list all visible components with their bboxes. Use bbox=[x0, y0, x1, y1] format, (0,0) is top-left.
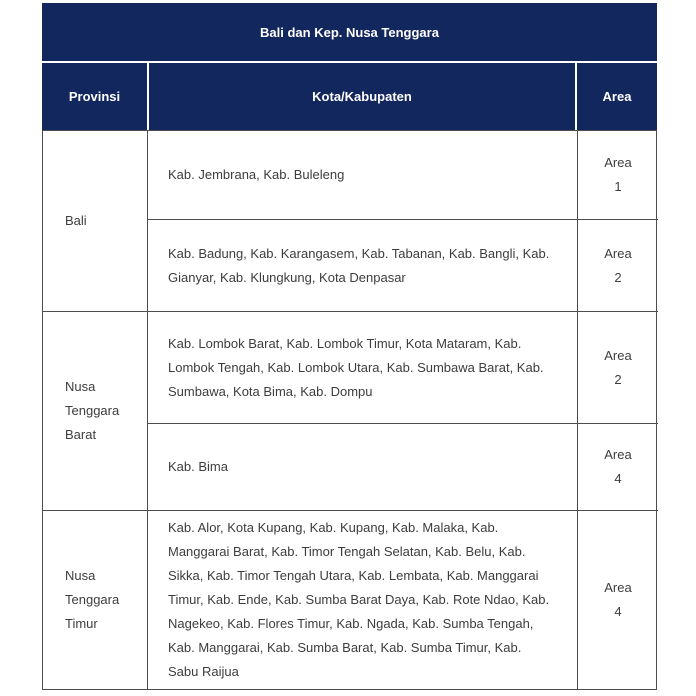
area-value: 2 bbox=[614, 371, 622, 387]
area-label: Area bbox=[604, 447, 632, 462]
area-cell bbox=[578, 424, 658, 511]
kota-cell: Kab. Lombok Barat, Kab. Lombok Timur, Kota Mataram, Kab. Lombok Tengah, Kab. Lombok Utara, Kab. Sumbawa Barat, Kab. Sumbawa, Kota Bima, Kab. Dompu bbox=[148, 312, 578, 424]
area-label: Area bbox=[604, 347, 632, 363]
col-header-kota: Kota/Kabupaten bbox=[147, 63, 577, 130]
area-cell bbox=[578, 511, 658, 689]
area-cell bbox=[578, 220, 658, 312]
provinsi-cell-nusa-tenggara-barat bbox=[43, 312, 148, 511]
col-header-provinsi: Provinsi bbox=[42, 63, 147, 130]
area-cell bbox=[578, 312, 658, 424]
area-value: 2 bbox=[614, 269, 622, 285]
table-title-bar bbox=[42, 3, 657, 61]
area-value: 4 bbox=[614, 471, 622, 486]
area-label: Area bbox=[604, 245, 632, 261]
provinsi-cell-nusa-tenggara-timur bbox=[43, 511, 148, 689]
area-value: 1 bbox=[614, 179, 622, 194]
table-title: Bali dan Kep. Nusa Tenggara bbox=[260, 24, 439, 40]
area-label: Area bbox=[604, 155, 632, 170]
provinsi-label: Nusa Tenggara Barat bbox=[65, 379, 120, 442]
column-header-row bbox=[42, 63, 657, 130]
table-body bbox=[42, 130, 657, 690]
provinsi-label: Nusa Tenggara Timur bbox=[65, 568, 120, 631]
kota-cell: Kab. Alor, Kota Kupang, Kab. Kupang, Kab. Malaka, Kab. Manggarai Barat, Kab. Timor Tengah Selatan, Kab. Belu, Kab. Sikka, Kab. Timor Tengah Utara, Kab. Lembata, Kab. Manggarai Timur, Kab. Ende, Kab. Sumba Barat Daya, Kab. Rote Ndao, Kab. Nagekeo, Kab. Flores Timur, Kab. Ngada, Kab. Sumba Tengah, Kab. Manggarai, Kab. Sumba Barat, Kab. Sumba Timur, Kab. Sabu Raijua bbox=[148, 511, 578, 689]
area-value: 4 bbox=[614, 604, 622, 619]
area-label: Area bbox=[604, 580, 632, 595]
kota-cell: Kab. Jembrana, Kab. Buleleng bbox=[148, 131, 578, 220]
provinsi-cell-bali bbox=[43, 131, 148, 312]
kota-cell: Kab. Badung, Kab. Karangasem, Kab. Tabanan, Kab. Bangli, Kab. Gianyar, Kab. Klungkung, Kota Denpasar bbox=[148, 220, 578, 312]
col-header-area: Area bbox=[577, 63, 657, 130]
kota-cell: Kab. Bima bbox=[148, 424, 578, 511]
provinsi-label: Bali bbox=[65, 213, 87, 228]
region-area-table bbox=[42, 3, 657, 690]
area-cell bbox=[578, 131, 658, 220]
